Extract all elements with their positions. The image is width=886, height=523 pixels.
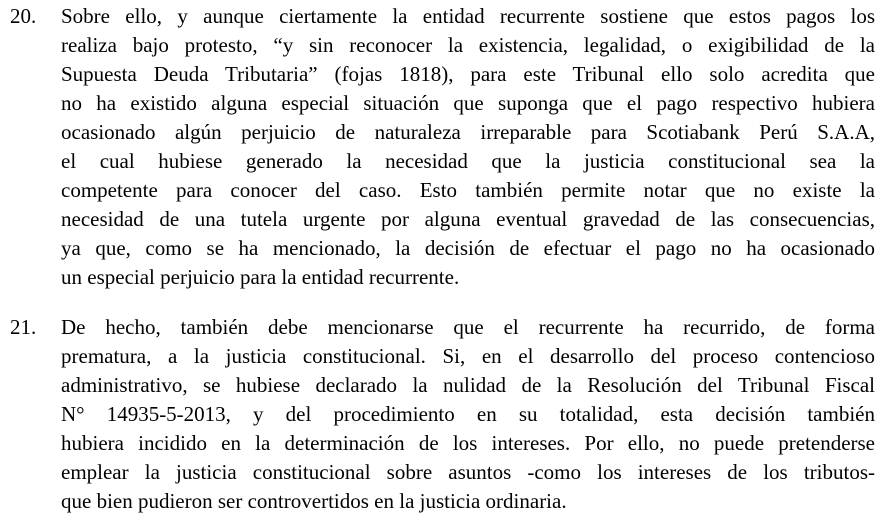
paragraph-number: 20.	[10, 4, 37, 28]
text-line: administrativo, se hubiese declarado la nulidad de la Resolución del Tribunal Fiscal	[61, 373, 875, 397]
text-line: emplear la justicia constitucional sobre asuntos -como los intereses de los tributos-	[61, 460, 875, 484]
paragraph-text	[61, 2, 875, 292]
text-line: no ha existido alguna especial situación que suponga que el pago respectivo hubiera	[61, 91, 875, 115]
text-line: ocasionado algún perjuicio de naturaleza irreparable para Scotiabank Perú S.A.A,	[61, 120, 875, 144]
text-line: necesidad de una tutela urgente por alguna eventual gravedad de las consecuencias,	[61, 207, 875, 231]
text-line: ya que, como se ha mencionado, la decisión de efectuar el pago no ha ocasionado	[61, 236, 875, 260]
text-line: De hecho, también debe mencionarse que el recurrente ha recurrido, de forma	[61, 315, 875, 339]
text-line: Supuesta Deuda Tributaria” (fojas 1818), para este Tribunal ello solo acredita que	[61, 62, 875, 86]
text-line: realiza bajo protesto, “y sin reconocer la existencia, legalidad, o exigibilidad de la	[61, 33, 875, 57]
text-line: competente para conocer del caso. Esto también permite notar que no existe la	[61, 178, 875, 202]
paragraph-number: 21.	[10, 315, 37, 339]
text-line: hubiera incidido en la determinación de los intereses. Por ello, no puede pretenderse	[61, 431, 875, 455]
text-line: N° 14935-5-2013, y del procedimiento en su totalidad, esta decisión también	[61, 402, 875, 426]
text-line: un especial perjuicio para la entidad recurrente.	[61, 265, 460, 289]
text-line: el cual hubiese generado la necesidad que la justicia constitucional sea la	[61, 149, 875, 173]
text-line: Sobre ello, y aunque ciertamente la entidad recurrente sostiene que estos pagos los	[61, 4, 875, 28]
paragraph-text	[61, 313, 875, 516]
text-line: que bien pudieron ser controvertidos en la justicia ordinaria.	[61, 489, 567, 513]
text-line: prematura, a la justicia constitucional. Si, en el desarrollo del proceso contencioso	[61, 344, 875, 368]
